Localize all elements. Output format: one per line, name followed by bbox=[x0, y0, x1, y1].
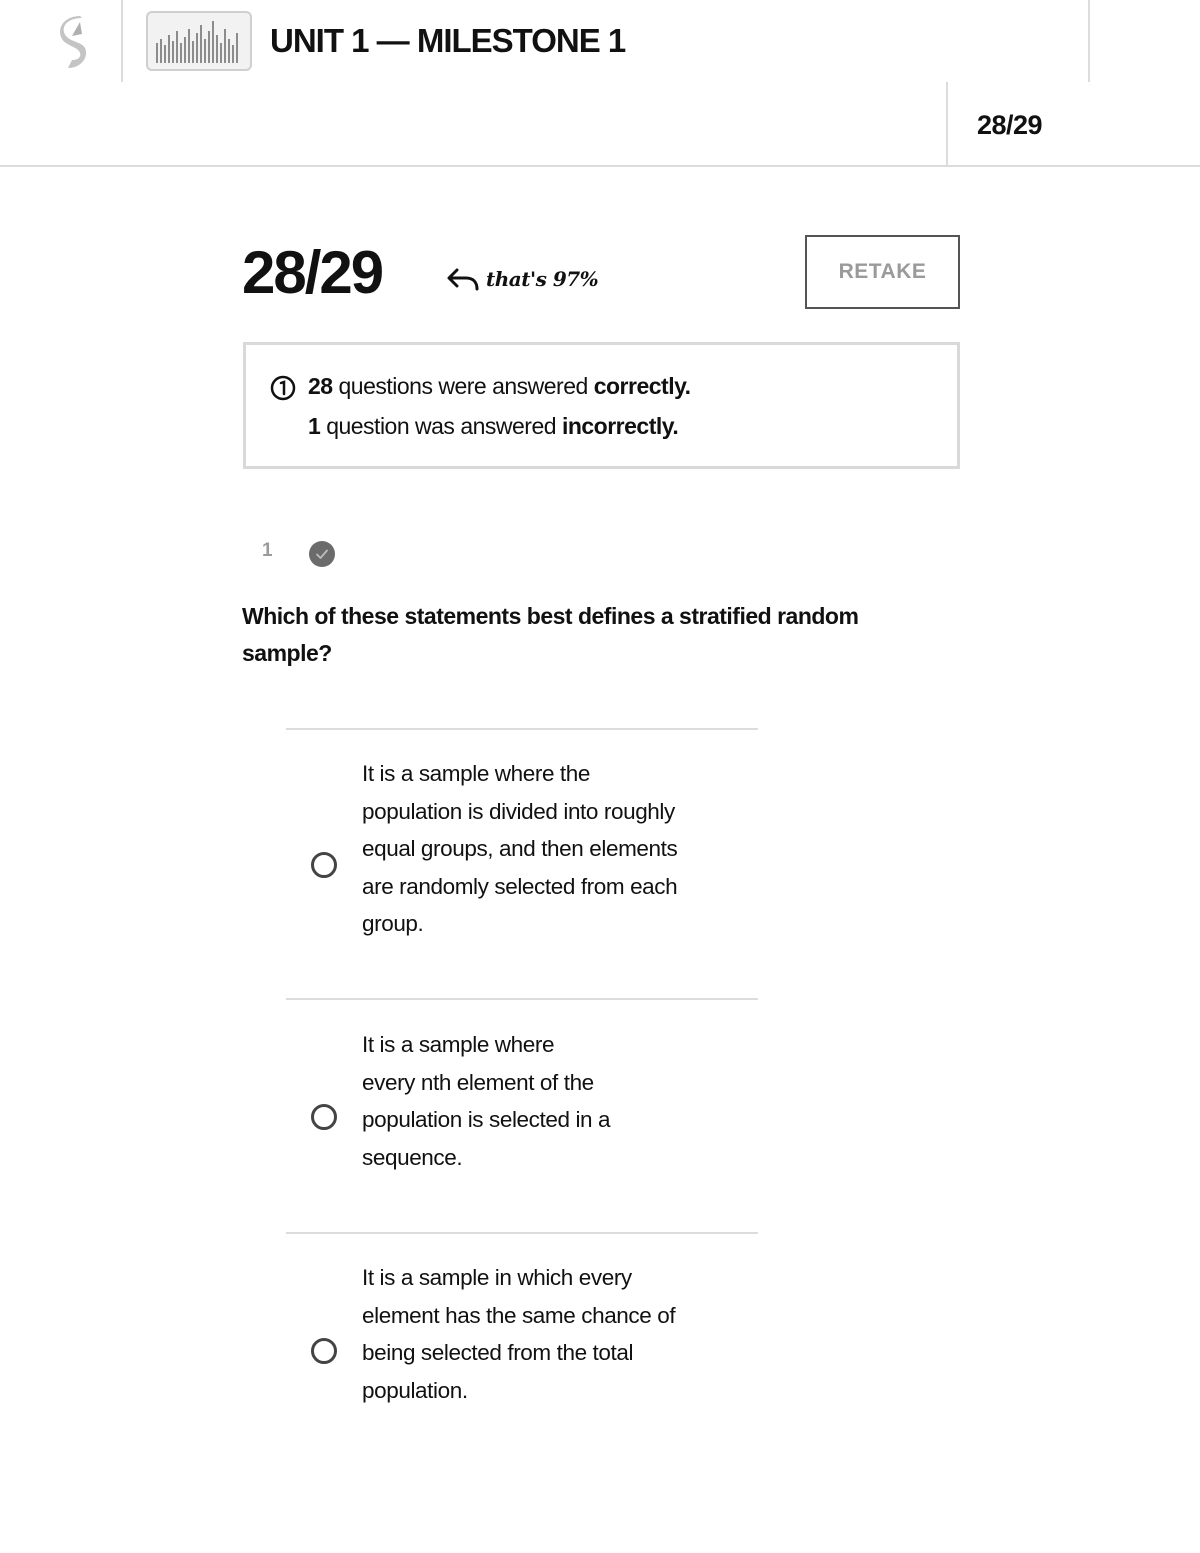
sophia-logo-icon[interactable] bbox=[52, 14, 100, 72]
percent-note bbox=[446, 266, 598, 292]
score-divider bbox=[946, 82, 948, 165]
result-score: 28/29 bbox=[242, 239, 383, 306]
option-text: It is a sample where every nth element of the population is selected in a sequence. bbox=[362, 1032, 611, 1170]
bar-pattern-icon bbox=[148, 13, 250, 69]
answer-option[interactable] bbox=[286, 1000, 758, 1232]
incorrect-count: 1 bbox=[308, 413, 321, 439]
correct-summary bbox=[308, 373, 691, 400]
info-icon bbox=[270, 375, 296, 401]
option-text: It is a sample where the population is divided into roughly equal groups, and then elements are randomly selected from each group. bbox=[362, 761, 678, 936]
header-score: 28/29 bbox=[977, 110, 1043, 140]
question-text: Which of these statements best defines a stratified random sample? bbox=[242, 603, 859, 666]
top-header bbox=[0, 0, 1200, 167]
header-divider-right bbox=[1088, 0, 1090, 82]
radio-button[interactable] bbox=[311, 852, 337, 878]
radio-button[interactable] bbox=[311, 1104, 337, 1130]
results-summary bbox=[243, 342, 960, 469]
radio-button[interactable] bbox=[311, 1338, 337, 1364]
curved-arrow-icon bbox=[446, 266, 480, 292]
correct-text: questions were answered bbox=[338, 373, 588, 399]
correct-word: correctly. bbox=[593, 373, 691, 399]
incorrect-text: question was answered bbox=[326, 413, 557, 439]
question-number: 1 bbox=[262, 540, 273, 561]
incorrect-word: incorrectly. bbox=[561, 413, 679, 439]
retake-button[interactable]: RETAKE bbox=[805, 235, 960, 309]
correct-check-icon bbox=[308, 540, 336, 568]
header-divider bbox=[121, 0, 123, 82]
incorrect-summary bbox=[308, 413, 678, 440]
answer-option[interactable] bbox=[286, 1234, 758, 1434]
percent-text: that's 97% bbox=[486, 267, 599, 291]
unit-title: UNIT 1 — MILESTONE 1 bbox=[270, 22, 626, 59]
option-text: It is a sample in which every element has the same chance of being selected from the total population. bbox=[362, 1265, 676, 1403]
answer-option[interactable] bbox=[286, 730, 758, 998]
correct-count: 28 bbox=[308, 373, 333, 399]
unit-thumbnail bbox=[146, 11, 252, 71]
